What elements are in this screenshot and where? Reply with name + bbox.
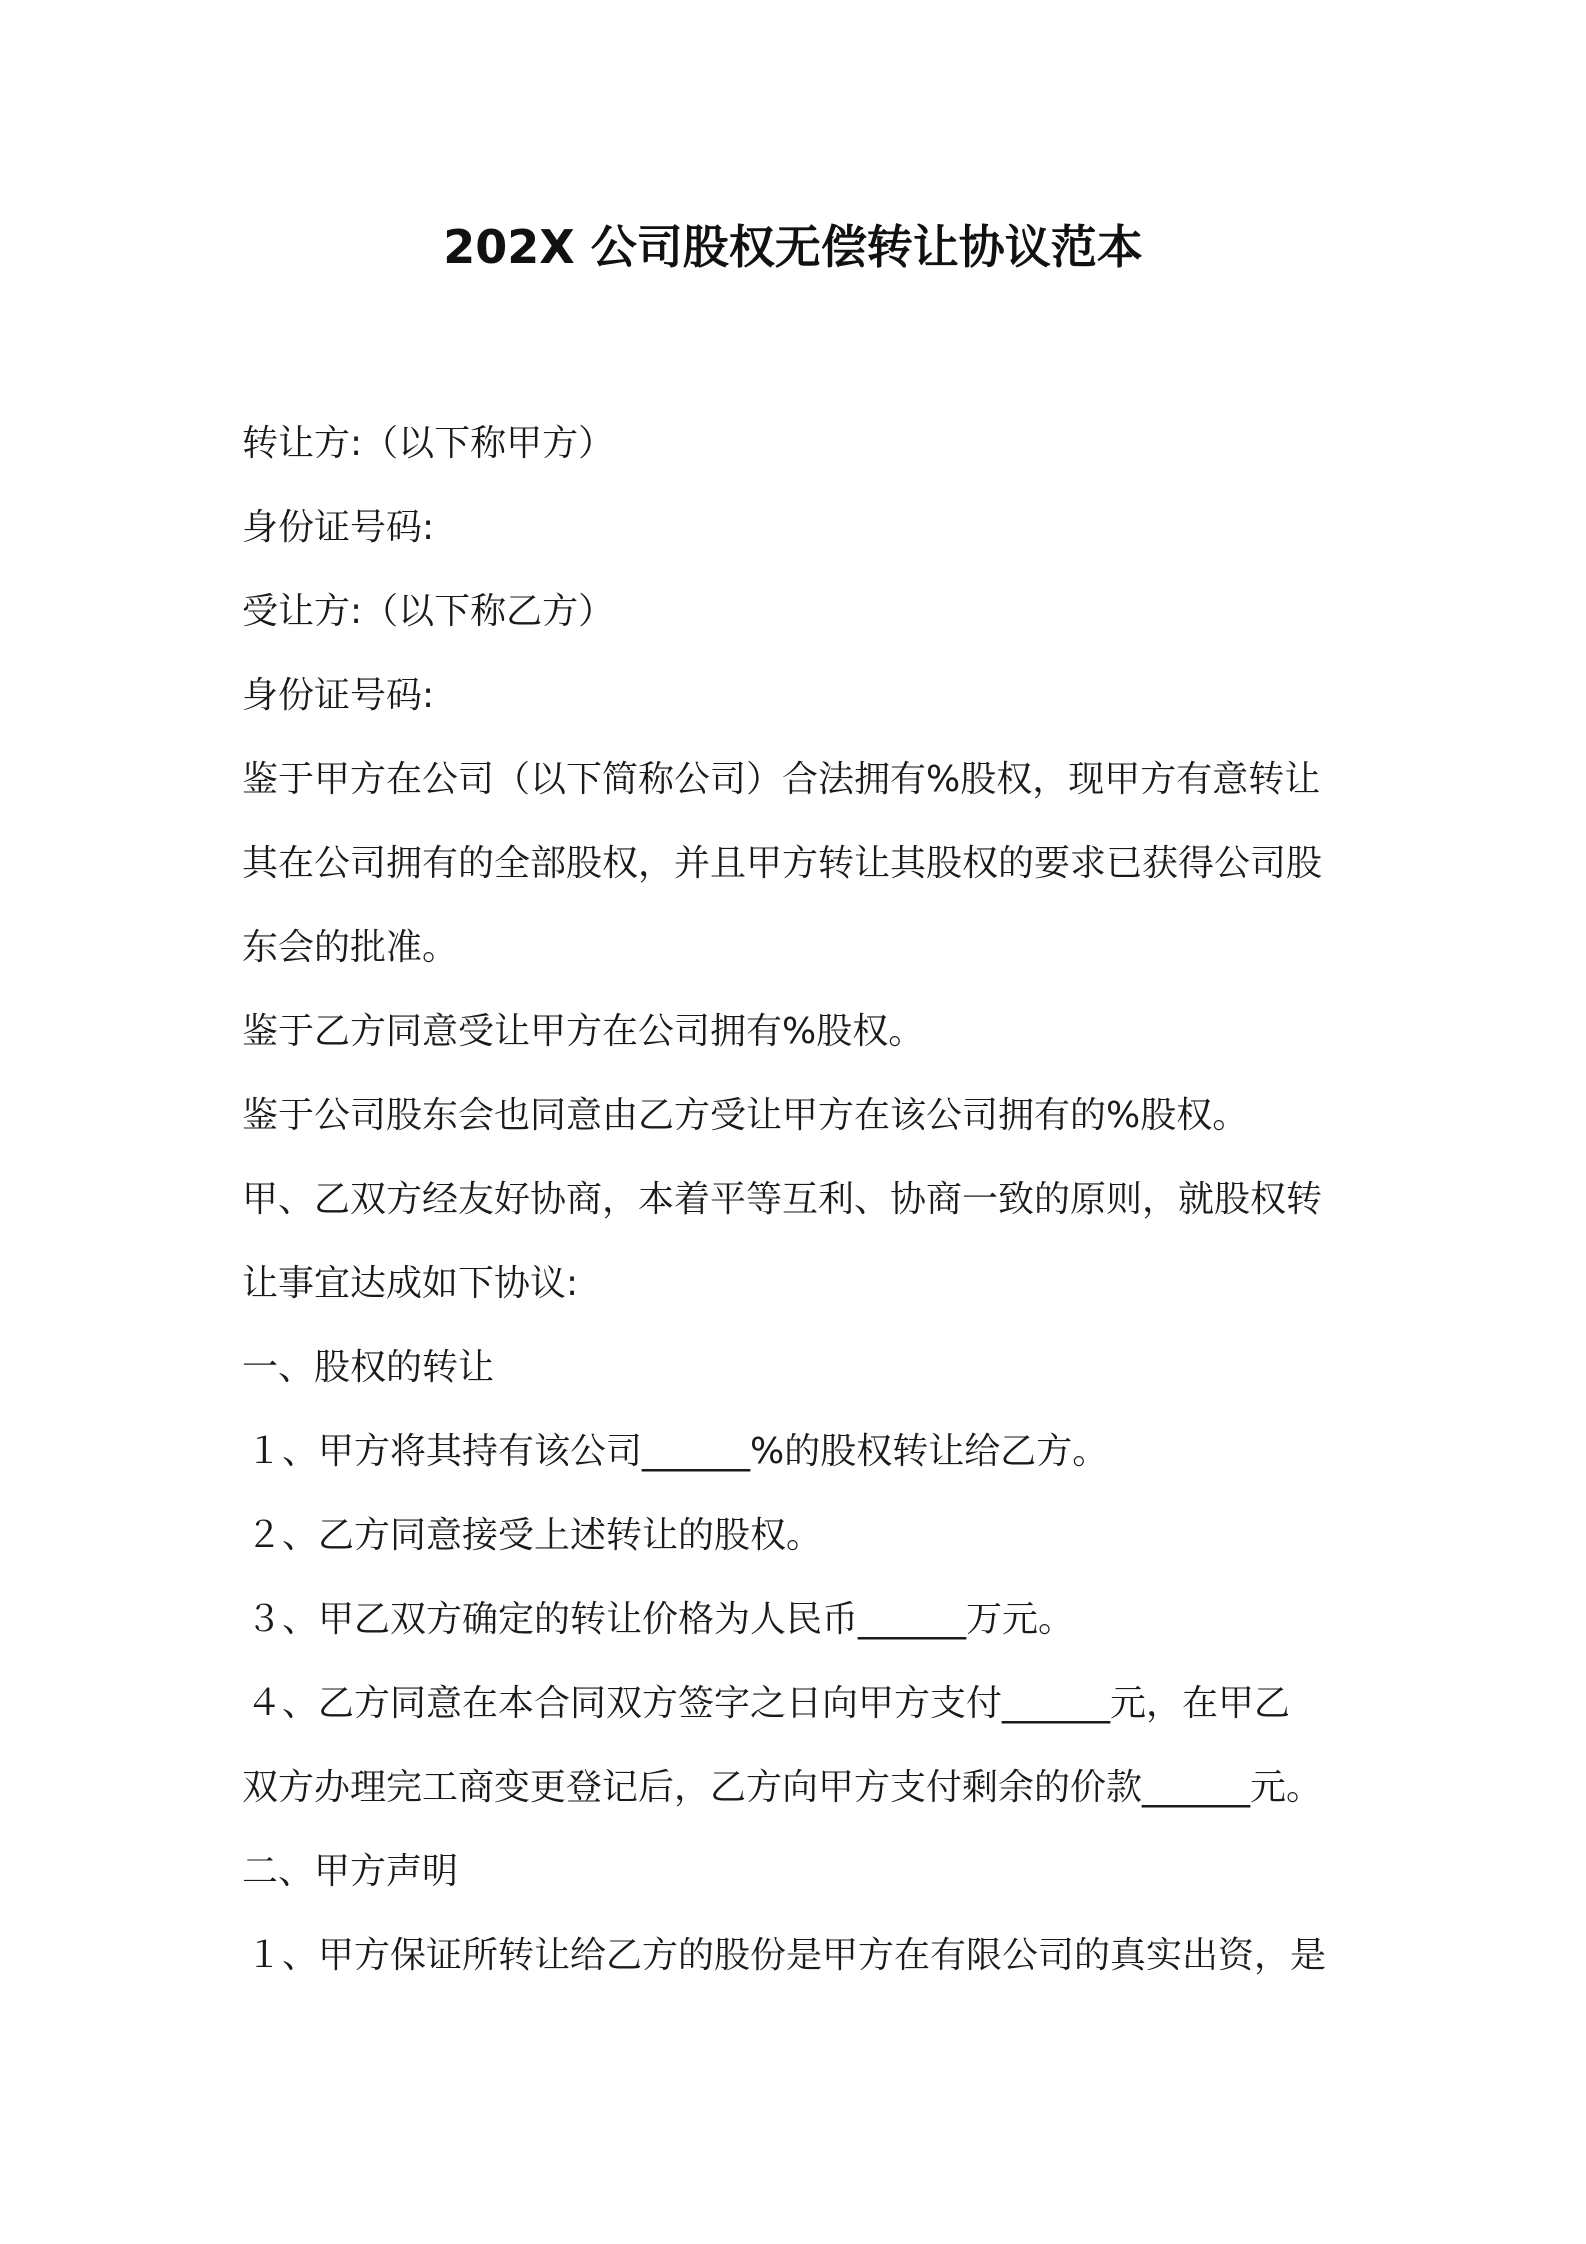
- document-title: 202X 公司股权无偿转让协议范本: [443, 220, 1143, 274]
- section-heading: 一、股权的转让: [242, 1347, 495, 1388]
- transferee-line: 受让方:（以下称乙方）: [242, 591, 615, 632]
- clause-item: ４、乙方同意在本合同双方签字之日向甲方支付______元，在甲乙: [246, 1683, 1291, 1724]
- clause-item: １、甲方保证所转让给乙方的股份是甲方在有限公司的真实出资，是: [246, 1935, 1327, 1976]
- agreement-intro-line: 甲、乙双方经友好协商，本着平等互利、协商一致的原则，就股权转: [242, 1179, 1323, 1220]
- clause-item: １、甲方将其持有该公司______%的股权转让给乙方。: [246, 1431, 1109, 1472]
- agreement-intro-line: 让事宜达成如下协议:: [242, 1263, 579, 1304]
- clause-item: ２、乙方同意接受上述转让的股权。: [246, 1515, 823, 1556]
- section-heading: 二、甲方声明: [242, 1851, 459, 1892]
- recital-paragraph-line: 鉴于乙方同意受让甲方在公司拥有%股权。: [242, 1011, 925, 1052]
- transferor-id-line: 身份证号码:: [242, 507, 435, 548]
- clause-item: ３、甲乙双方确定的转让价格为人民币______万元。: [246, 1599, 1075, 1640]
- recital-paragraph-line: 其在公司拥有的全部股权，并且甲方转让其股权的要求已获得公司股: [242, 843, 1323, 884]
- recital-paragraph-line: 鉴于公司股东会也同意由乙方受让甲方在该公司拥有的%股权。: [242, 1095, 1249, 1136]
- recital-paragraph-line: 鉴于甲方在公司（以下简称公司）合法拥有%股权，现甲方有意转让: [242, 759, 1321, 800]
- transferee-id-line: 身份证号码:: [242, 675, 435, 716]
- clause-item-continued: 双方办理完工商变更登记后，乙方向甲方支付剩余的价款______元。: [242, 1767, 1323, 1808]
- document-body: [242, 402, 1360, 1998]
- recital-paragraph-line: 东会的批准。: [242, 927, 459, 968]
- transferor-line: 转让方:（以下称甲方）: [242, 423, 615, 464]
